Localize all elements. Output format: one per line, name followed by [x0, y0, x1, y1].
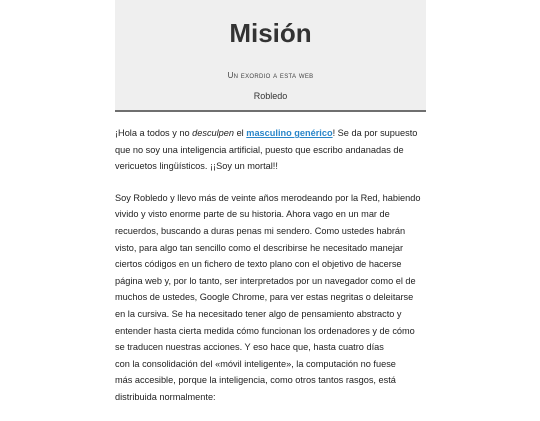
intro-line-1: [115, 125, 426, 142]
article-column: [115, 0, 426, 421]
paragraph-line: página web y, por lo tanto, ser interpretados por un navegador como el de: [115, 275, 416, 286]
intro-text: ¡Hola a todos y no: [115, 128, 193, 138]
intro-emphasis: desculpen: [192, 128, 235, 138]
masculino-generico-link[interactable]: masculino genérico: [246, 128, 333, 138]
intro-line-3: vericuetos lingüísticos. ¡¡Soy un mortal!!: [115, 161, 278, 172]
article-body: [115, 112, 426, 406]
paragraph-line: distribuida normalmente:: [115, 391, 216, 402]
author-name: Robledo: [253, 91, 288, 101]
page-title: Misión: [229, 18, 312, 48]
main-paragraph: [115, 190, 426, 406]
paragraph-line: más accesible, porque la inteligencia, como otros tantos rasgos, está: [115, 375, 396, 386]
paragraph-line: en la cursiva. Se ha necesitado tener algo de pensamiento abstracto y: [115, 308, 402, 319]
paragraph-line: ciertos códigos en un fichero de texto plano con el objetivo de hacerse: [115, 259, 402, 270]
paragraph-line: con la consolidación del «móvil inteligente», la computación no fuese: [115, 358, 396, 369]
paragraph-line: entender hasta cierta medida cómo funcionan los ordenadores y de cómo: [115, 325, 415, 336]
page-subtitle: Un exordio a esta web: [227, 71, 314, 80]
intro-line-2: que no soy una inteligencia artificial, puesto que escribo andanadas de: [115, 144, 404, 155]
paragraph-line: visto, para algo tan sencillo como el describirse he necesitado manejar: [115, 242, 404, 253]
paragraph-line: se traducen nuestras acciones. Y eso hace que, hasta cuatro días: [115, 342, 384, 353]
paragraph-line: vivido y visto enorme parte de su historia. Ahora vago en un mar de: [115, 209, 390, 220]
intro-text: el: [234, 128, 247, 138]
paragraph-line: Soy Robledo y llevo más de veinte años merodeando por la Red, habiendo: [115, 192, 421, 203]
paragraph-line: muchos de ustedes, Google Chrome, para ver estas negritas o deleitarse: [115, 292, 414, 303]
paragraph-line: recuerdos, buscando a duras penas mi sendero. Como ustedes habrán: [115, 225, 406, 236]
intro-text: ! Se da por supuesto: [332, 128, 418, 138]
intro-paragraph: [115, 125, 426, 175]
page-header: [115, 0, 426, 112]
